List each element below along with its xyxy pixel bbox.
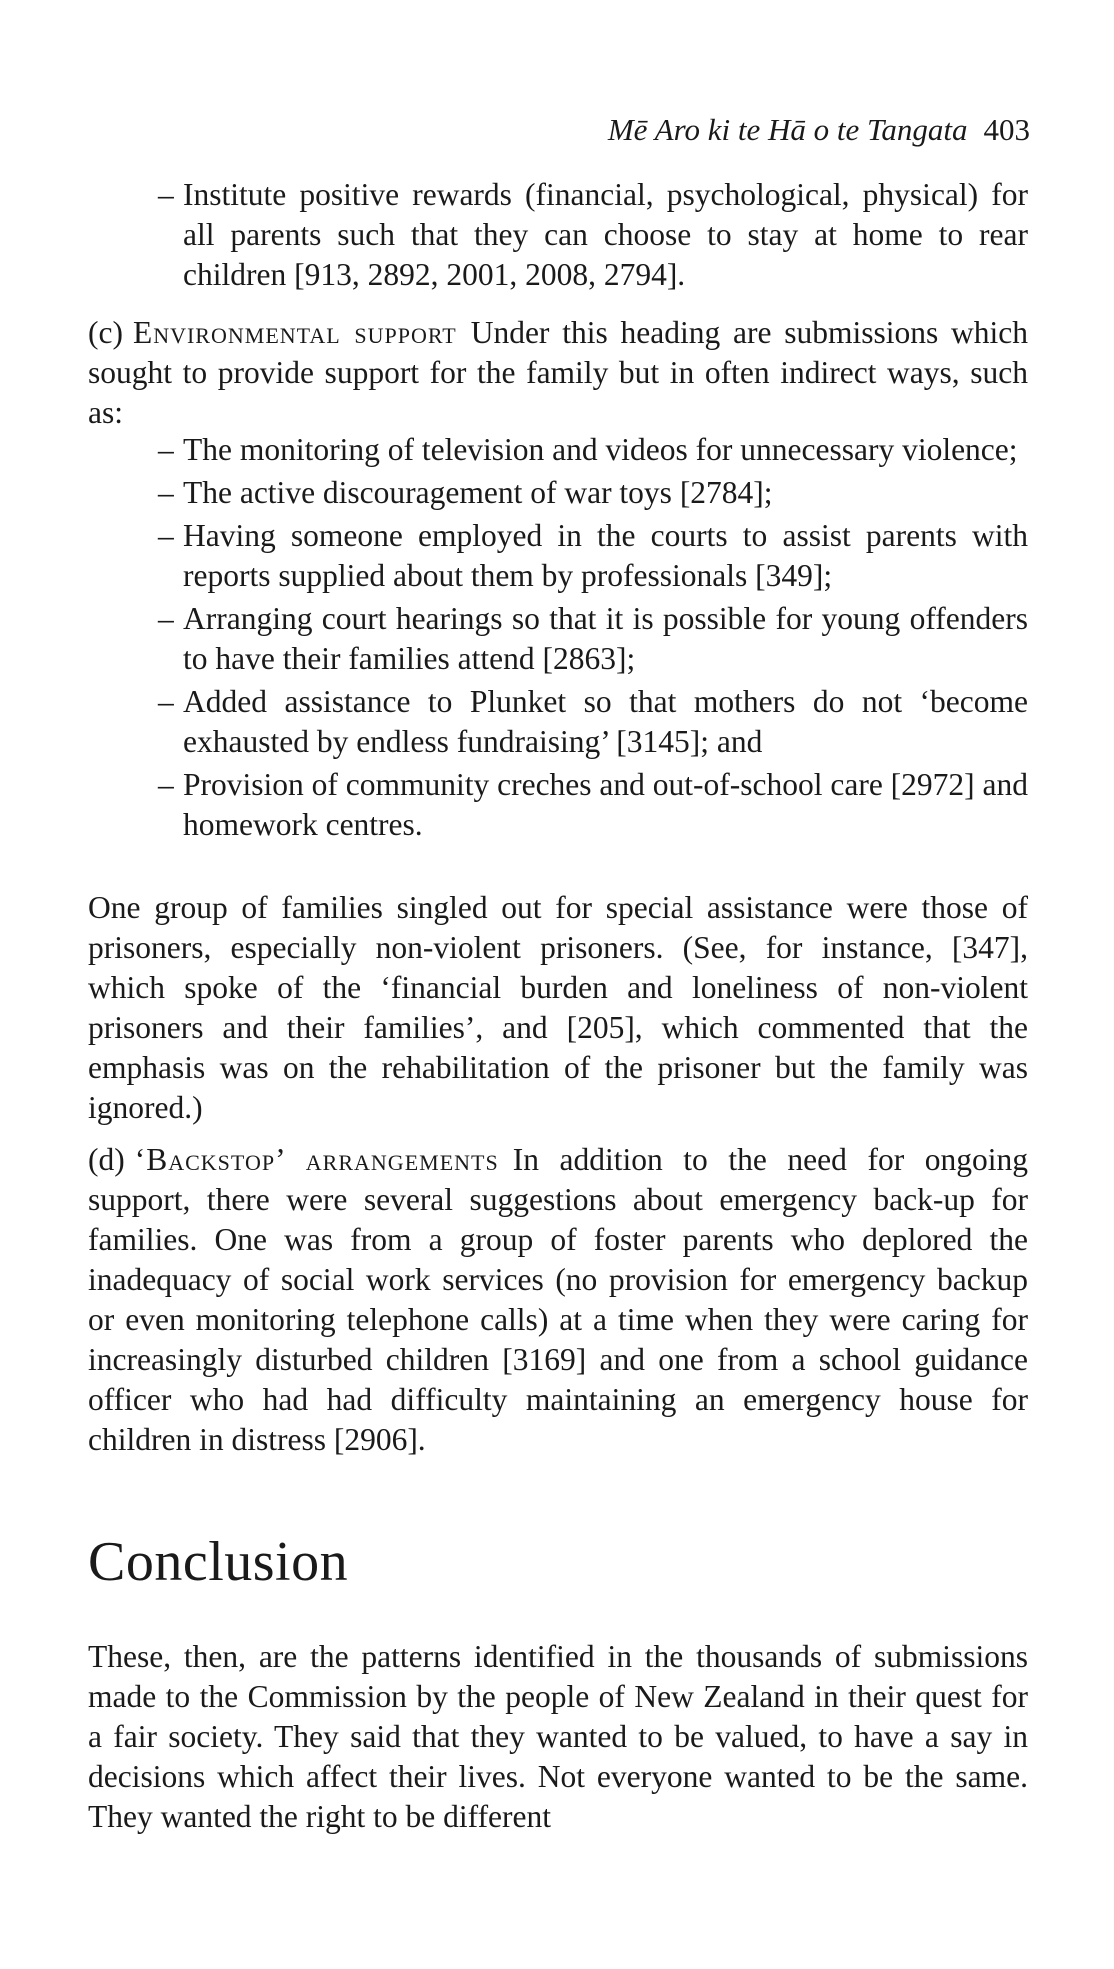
list-item: [88, 765, 1028, 845]
list-dash: –: [158, 767, 174, 802]
section-c-heading: Environmental support: [132, 315, 457, 350]
section-c-list-block: [88, 430, 1028, 848]
list-item-text: Institute positive rewards (financial, psychological, physical) for all parents such that they can choose to stay at home to rear children [913, 2892, 2001, 2008, 2794].: [183, 177, 1028, 292]
list-dash: –: [158, 684, 174, 719]
list-dash: –: [158, 601, 174, 636]
list-item-text: Arranging court hearings so that it is possible for young offenders to have their families attend [2863];: [183, 601, 1028, 676]
list-item: [88, 516, 1028, 596]
list-item: [88, 599, 1028, 679]
section-c-list: [88, 430, 1028, 845]
intro-list: [88, 175, 1028, 295]
list-item-text: The active discouragement of war toys [2784];: [183, 475, 773, 510]
list-item-text: The monitoring of television and videos for unnecessary violence;: [183, 432, 1018, 467]
running-head-title: Mē Aro ki te Hā o te Tangata: [607, 112, 968, 147]
section-d-label: (d): [88, 1142, 125, 1177]
section-d-heading: ‘Backstop’ arrangements: [134, 1142, 499, 1177]
list-item-text: Provision of community creches and out-of-school care [2972] and homework centres.: [183, 767, 1029, 842]
conclusion-paragraph: These, then, are the patterns identified in the thousands of submissions made to the Commission by the people of New Zealand in their quest for a fair society. They said that they wanted to be valued, to have a say in decisions which affect their lives. Not everyone wanted to be the same. They wanted the right to be different: [88, 1639, 1028, 1834]
list-dash: –: [158, 475, 174, 510]
list-item-text: Having someone employed in the courts to assist parents with reports supplied about them by professionals [349];: [183, 518, 1028, 593]
list-item: [88, 682, 1028, 762]
section-c-label: (c): [88, 315, 123, 350]
list-item: [88, 175, 1028, 295]
list-dash: –: [158, 432, 174, 467]
list-dash: –: [158, 518, 174, 553]
section-c-text: Under this heading are submissions which sought to provide support for the family but in often indirect ways, such as:: [88, 315, 1028, 430]
prisoners-paragraph: One group of families singled out for special assistance were those of prisoners, especially non-violent prisoners. (See, for instance, [347], which spoke of the ‘financial burden and loneliness of non-violent prisoners and their families’, and [205], which commented that the emphasis was on the rehabilitation of the prisoner but the family was ignored.): [88, 890, 1028, 1125]
section-d-paragraph: [88, 1140, 1028, 1460]
list-dash: –: [158, 177, 174, 212]
list-item: [88, 430, 1028, 470]
page-number: 403: [983, 112, 1030, 147]
conclusion-heading: Conclusion: [88, 1531, 349, 1593]
intro-list-block: [88, 175, 1028, 298]
section-d-text: In addition to the need for ongoing support, there were several suggestions about emergency back-up for families. One was from a group of foster parents who deplored the inadequacy of social work services (no provision for emergency backup or even monitoring telephone calls) at a time when they were caring for increasingly disturbed children [3169] and one from a school guidance officer who had had difficulty maintaining an emergency house for children in distress [2906].: [88, 1142, 1028, 1457]
running-head: [608, 112, 1030, 148]
list-item-text: Added assistance to Plunket so that mothers do not ‘become exhausted by endless fundraising’ [3145]; and: [183, 684, 1028, 759]
list-item: [88, 473, 1028, 513]
section-c-paragraph: [88, 313, 1028, 433]
